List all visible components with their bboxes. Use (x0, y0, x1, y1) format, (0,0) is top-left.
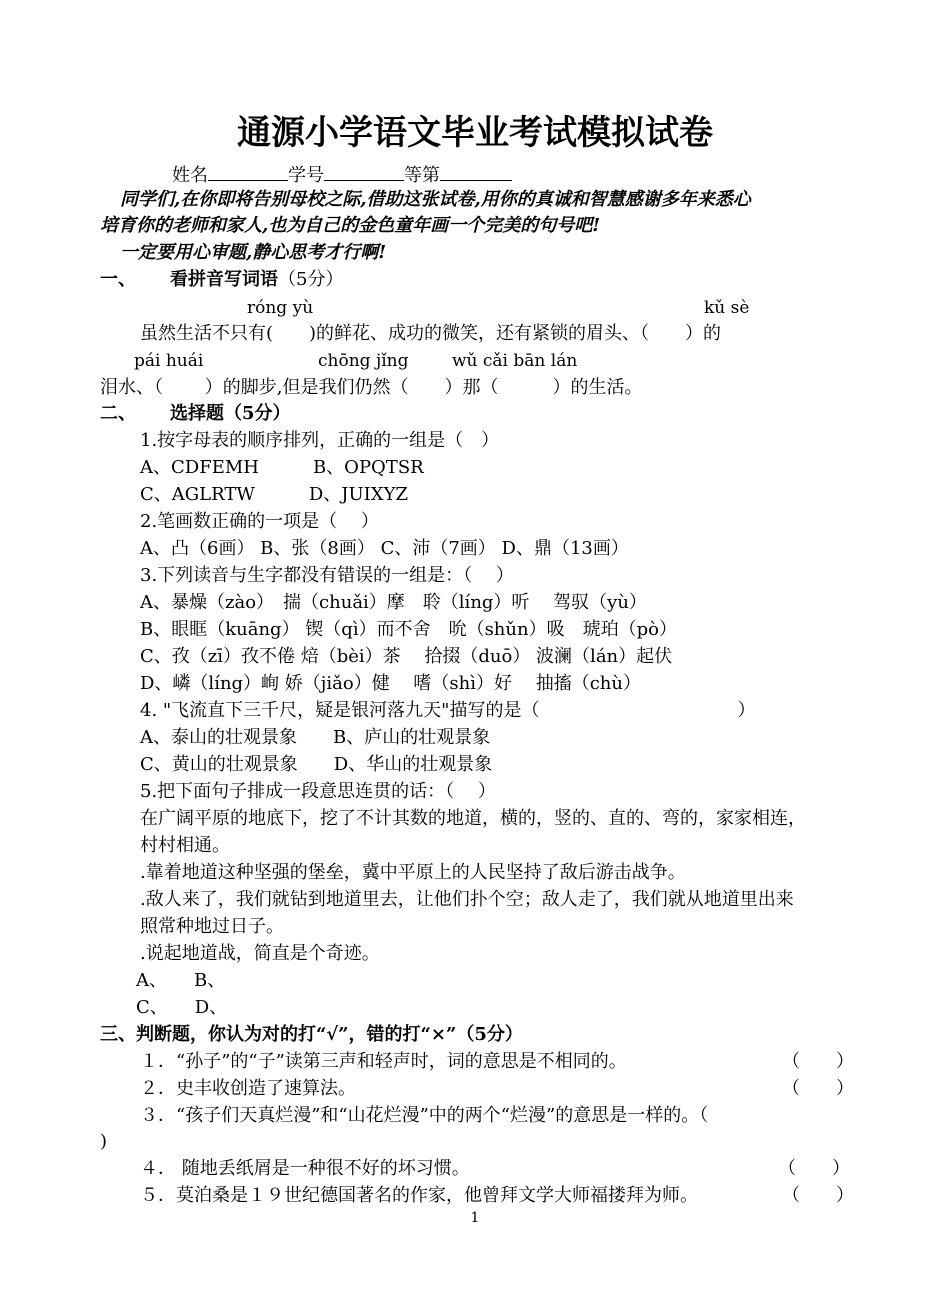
q2-3-option-b: B、眼眶（kuāng） 锲（qì）而不舍 吮（shǔn）吸 琥珀（pò） (140, 619, 677, 640)
q2-5-sentence-3a: .敌人来了，我们就钻到地道里去，让他们扑个空；敌人走了，我们就从地道里出来 (140, 889, 794, 910)
q2-3-option-d: D、嶙（líng）峋 娇（jiǎo）健 嗜（shì）好 抽搐（chù） (140, 673, 641, 694)
q3-4: ４． 随地丢纸屑是一种很不好的坏习惯。 (140, 1158, 470, 1179)
q2-5: 5.把下面句子排成一段意思连贯的话：（ ） (140, 781, 496, 802)
id-label: 学号 (288, 165, 324, 186)
q2-3: 3.下列读音与生字都没有错误的一组是：（ ） (140, 565, 514, 586)
grade-blank[interactable] (440, 162, 512, 181)
section-3-heading: 三、判断题，你认为对的打“√”，错的打“×”（5分） (100, 1024, 523, 1045)
q2-1-options-cd: C、AGLRTW D、JUIXYZ (140, 484, 408, 505)
q2-4-options-cd: C、黄山的壮观景象 D、华山的壮观景象 (140, 754, 493, 775)
intro-line-3: 一定要用心审题,静心思考才行啊! (120, 242, 387, 263)
name-blank[interactable] (208, 162, 288, 181)
q2-5-sentence-1a: 在广阔平原的地底下，挖了不计其数的地道，横的，竖的、直的、弯的，家家相连， (140, 808, 806, 829)
q2-3-option-a: A、暴燥（zào） 揣（chuǎi）摩 聆（líng）听 驾驭（yù） (140, 592, 647, 613)
q2-4-options-ab: A、泰山的壮观景象 B、庐山的壮观景象 (140, 727, 491, 748)
pinyin-wucaibanlan: wǔ cǎi bān lán (452, 351, 578, 371)
q3-1-answer-paren[interactable]: （ ） (782, 1051, 854, 1072)
q2-2: 2.笔画数正确的一项是（ ） (140, 511, 379, 532)
q2-5-options-cd: C、 D、 (136, 997, 228, 1018)
q3-4-answer-paren[interactable]: （ ） (778, 1158, 850, 1179)
section-1-number: 一、 (100, 269, 136, 290)
q2-5-sentence-1b: 村村相通。 (140, 835, 230, 856)
q2-3-option-c: C、孜（zī）孜不倦 焙（bèi）茶 拾掇（duō） 波澜（lán）起伏 (140, 646, 673, 667)
section-2-number: 二、 (100, 403, 136, 424)
q2-2-options: A、凸（6画） B、张（8画） C、沛（7画） D、鼎（13画） (140, 538, 629, 559)
q2-4: 4. "飞流直下三千尺，疑是银河落九天"描写的是（ ） (140, 700, 756, 721)
name-label: 姓名 (172, 165, 208, 186)
intro-line-2: 培育你的老师和家人,也为自己的金色童年画一个完美的句号吧! (100, 215, 601, 236)
q2-5-sentence-4: .说起地道战，简直是个奇迹。 (140, 943, 380, 964)
page-title: 通源小学语文毕业考试模拟试卷 (237, 113, 713, 153)
q2-1: 1.按字母表的顺序排列，正确的一组是（ ） (140, 430, 500, 451)
pinyin-rongyu: róng yù (247, 298, 314, 318)
q3-5-answer-paren[interactable]: （ ） (782, 1185, 854, 1206)
q3-1: １．“孙子”的“子”读第三声和轻声时，词的意思是不相同的。 (140, 1051, 627, 1072)
pinyin-sentence-line-2: 泪水、（ ）的脚步,但是我们仍然（ ）那（ ）的生活。 (100, 377, 643, 398)
q2-5-sentence-3b: 照常种地过日子。 (140, 916, 284, 937)
q3-3: ３．“孩子们天真烂漫”和“山花烂漫”中的两个“烂漫”的意思是一样的。（ (140, 1105, 709, 1126)
student-info-line (172, 162, 512, 188)
q3-5: ５．莫泊桑是１９世纪德国著名的作家，他曾拜文学大师福搂拜为师。 (140, 1185, 698, 1206)
q3-2: ２．史丰收创造了速算法。 (140, 1078, 356, 1099)
id-blank[interactable] (324, 162, 404, 181)
q2-1-options-ab: A、CDFEMH B、OPQTSR (140, 457, 424, 478)
pinyin-paihuai: pái huái (134, 351, 204, 371)
pinyin-chongjing: chōng jǐng (318, 351, 409, 371)
section-2-title: 选择题（5分） (170, 403, 291, 424)
pinyin-sentence-line-1: 虽然生活不只有( )的鲜花、成功的微笑，还有紧锁的眉头、（ ）的 (140, 323, 722, 344)
page-number: 1 (470, 1210, 480, 1226)
section-2-heading (100, 402, 291, 426)
q2-5-sentence-2: .靠着地道这种坚强的堡垒，冀中平原上的人民坚持了敌后游击战争。 (140, 862, 686, 883)
section-1-title: 看拼音写词语 (170, 269, 278, 290)
pinyin-kuse: kǔ sè (704, 298, 750, 318)
intro-line-1: 同学们,在你即将告别母校之际,借助这张试卷,用你的真诚和智慧感谢多年来悉心 (120, 189, 751, 210)
grade-label: 等第 (404, 165, 440, 186)
q3-3-close-paren: ) (100, 1131, 108, 1152)
section-1-score: （5分） (278, 269, 344, 290)
section-1-heading (100, 268, 343, 292)
q3-2-answer-paren[interactable]: （ ） (782, 1078, 854, 1099)
q2-5-options-ab: A、 B、 (136, 970, 226, 991)
